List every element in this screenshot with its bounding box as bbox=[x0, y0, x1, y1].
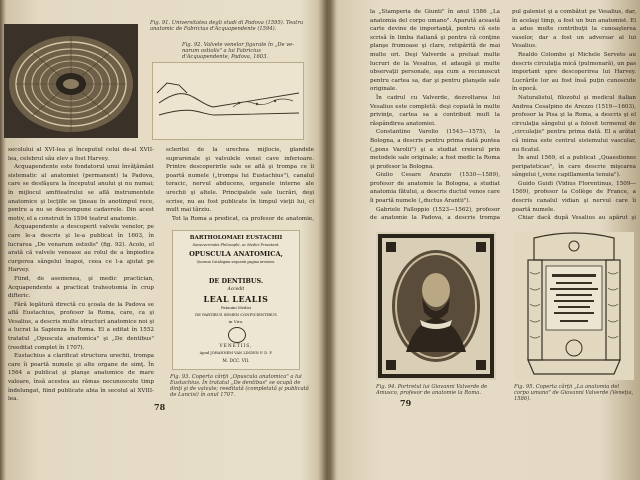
paragraph: În anul 1569, el a publicat „Quaestiones peripateticae", în care descrie mişcarea sângelui („vene capillamenta tenuia"). bbox=[512, 155, 636, 179]
title-page-accedit: Accedit bbox=[227, 287, 245, 292]
figure-valverde-title-page bbox=[514, 232, 634, 380]
caption-fig-91: Fig. 91. Universitatea degli studi di Padova (1595). Teatru anatomic de Fabricius d'Acquapendente (1594). bbox=[150, 20, 304, 32]
title-page-leal-lealis: LEAL LEALIS bbox=[203, 294, 269, 304]
paragraph: secolului al XVI-lea şi începutul celui de-al XVII-lea, celebrul său elev a fost Harvey. bbox=[8, 147, 154, 162]
left-text-column-2 bbox=[166, 146, 314, 224]
paragraph: Tot la Roma a predicat, ca profesor de anatomie, bbox=[172, 215, 314, 222]
title-page-printer: Apud JOHANNEM VAN LINDEN F. D. F. bbox=[199, 351, 273, 355]
paragraph: Guido Guidi (Vidius Florentinus, 1509—1569), profesor la Collège de France, a descris canalul vidian şi nervul care îi poartă numele. bbox=[512, 180, 636, 213]
title-page-venetiis: VENETIIS, bbox=[219, 344, 253, 349]
paragraph: Chiar dacă după Vesalius au apărut şi bbox=[518, 215, 636, 220]
caption-fig-93: Fig. 93. Coperta cărţii „Opuscula anatomica" a lui Eustachius. În tratatul „De dentibus" se ocupă de dinţi şi de valvule; reeditată (completată şi publicată de Lancisi) în anul 1707. bbox=[170, 374, 309, 398]
paragraph: Fiind, de asemenea, şi medic practician, Acquapendente a practicat traheotomia în crup difteric. bbox=[8, 275, 154, 300]
left-text-column-1 bbox=[8, 146, 154, 416]
title-page-patauini: Patauini Medici bbox=[220, 305, 252, 310]
right-page bbox=[332, 0, 640, 480]
paragraph: Gabriele Falloppio (1523—1562), profesor de anatomie la Padova, a descris trompa bbox=[370, 206, 500, 220]
title-page-author: BARTHOLOMAEI EUSTACHII bbox=[189, 235, 283, 241]
left-page-number: 78 bbox=[154, 402, 166, 412]
paragraph: Fără legătură directă cu şcoala de la Padova se află Eustachius, profesor la Roma, care, ca şi Vesalius, a descris multe structuri anatomice noi şi a lucrat la Sapienza în Roma. El a editat în 1552 tratatul „Opuscula anatomica" şi „De dentibus" (reeditat complet în 1707). bbox=[8, 301, 154, 351]
figure-valverde-portrait bbox=[376, 232, 496, 380]
paragraph: Giulio Cesare Aranzio (1530—1589), profesor de anatomie la Bologna, a studiat anatomia fătului, a descris ductul venos care îi poartă numele („ductus Arantii"). bbox=[370, 172, 500, 205]
title-page-year: M. DCC. VII. bbox=[222, 358, 250, 363]
paragraph: Eustachius a clarificat structura urechii, trompa care îi poartă numele şi alte organe de simţ. În 1564 a publicat şi planşe anatomice de mare valoare, însă acestea au rămas necunoscute timp îndelungat, fiind publicate abia în secolul al XVIII-lea. bbox=[8, 353, 154, 403]
paragraph: scleritei de la urechea mijlocie, glandele suprarenale şi valvulele venei cave inferioare. Printre descoperirile sale se află şi trompa ce îi poartă numele („trompa lui Eustachius"), canalul toracic, nervul abducens, organele interne ale urechii şi altele. Principalele sale lucrări, deşi scrise, nu au fost publicate în timpul vieţii lui, ci mult mai târziu. bbox=[166, 147, 314, 214]
paragraph: Acquapendente este fondatorul unui învăţământ sistematic al anatomiei (permanent) la Padova, care se desfăşura la începutul anului şi nu numai; în mijlocul amfiteatrului se află instrumentele anatomice şi lecţiile se ţineau în anotimpul rece, pentru a nu se descompune cadavrele. Din acest motiv, el a construit în 1594 teatrul anatomic. bbox=[8, 164, 154, 222]
paragraph: Naturalistul, filozoful şi medicul italian Andrea Cesalpino de Arezzo (1519—1603), profesor la Pisa şi la Roma, a descris şi el circulaţia sângelui şi a folosit termenul de „circulaţie" pentru prima dată. El a arătat că inima este centrul sistemului vascular, nu ficatul. bbox=[512, 94, 636, 153]
title-page-subtitle: Sanseverinatis Philosophi, ac Medici Praestant. bbox=[192, 243, 280, 247]
title-page-catalog: Quorum Catalogum sequenti pagina invenies. bbox=[196, 260, 276, 264]
caption-fig-95: Fig. 95. Coperta cărţii „La anatomia del corpo umano" de Giovanni Valverde (Veneţia, 1586). bbox=[514, 384, 634, 402]
paragraph: În cadrul cu Valverde, dezvoltarea lui Vesalius este completă: deşi copiată în multe privinţe, cartea sa a contribuit mult la răspândirea anatomiei. bbox=[370, 94, 500, 127]
title-page-de-dentibus: DE DENTIBUS. bbox=[208, 277, 264, 285]
title-page-partibus: DE PARTIBUS SEMEN CONFICIENTIBUS bbox=[195, 312, 277, 317]
paragraph: pul galenist şi a combătut pe Vesalius, dar, în acelaşi timp, a fost un bun anatomist. El a adus multe contribuţii la cunoaşterea vaselor, dar a fost un adversar al lui Vesalius. bbox=[512, 9, 636, 50]
right-text-column-2 bbox=[512, 8, 636, 220]
figure-vein-valves bbox=[152, 62, 304, 140]
paragraph: la „Stamperia de Giunti" în anul 1586 „La anatomia del corpo umano". Aparută această carte devine de importanţă, pentru că este scrisă în limba italiană şi pentru că conţine planşe frumoase şi clare, retipărită de mai multe ori. Deşi Valverde a preluat multe lucruri de la Vesalius, el adaugă şi multe observaţii personale, aşa cum a recunoscut pentru cartea sa, dar şi pentru planşele sale originale. bbox=[370, 9, 500, 93]
paragraph: Constantino Varolio (1543—1575), la Bologna, a descris pentru prima dată puntea („pons Varolii") şi a studiat creierul prin metodele sale originale; a fost medic la Roma şi profesor la Bologna. bbox=[370, 129, 500, 170]
title-page-main-title: OPUSCULA ANATOMICA, bbox=[189, 250, 283, 258]
figure-opuscula-title-page bbox=[172, 230, 300, 370]
figure-anatomical-theater bbox=[4, 24, 138, 138]
right-page-number: 79 bbox=[400, 398, 412, 408]
paragraph: Realdo Colombo şi Michele Serveto au descris circulaţia mică (pulmonară), un pas important spre descoperirea lui Harvey. Lucrările lor au fost însă puţin cunoscute în epocă. bbox=[512, 51, 636, 93]
caption-fig-92: Fig. 92. Valvele venelor figurate în „De ve- narum ostiolis" a lui Fabricius d'Acquapendente, Padova, 1603. bbox=[182, 42, 294, 60]
printer-device-icon bbox=[228, 327, 246, 343]
paragraph: Acquapendente a descoperit valvele venelor, pe care le-a descris şi le-a publicat în 1603, în lucrarea „De venarum ostiolis" (fig. 92). Acolo, el arată că valvele venoase au rolul de a împiedica curgerea sângelui înapoi, ceea ce l-a ajutat pe Harvey. bbox=[8, 224, 154, 274]
right-text-column-1 bbox=[370, 8, 500, 220]
title-page-in-viro: in Viro. bbox=[228, 319, 244, 324]
caption-fig-94: Fig. 94. Portretul lui Giovanni Valverde de Amusco, profesor de anatomie la Roma. bbox=[376, 384, 488, 396]
